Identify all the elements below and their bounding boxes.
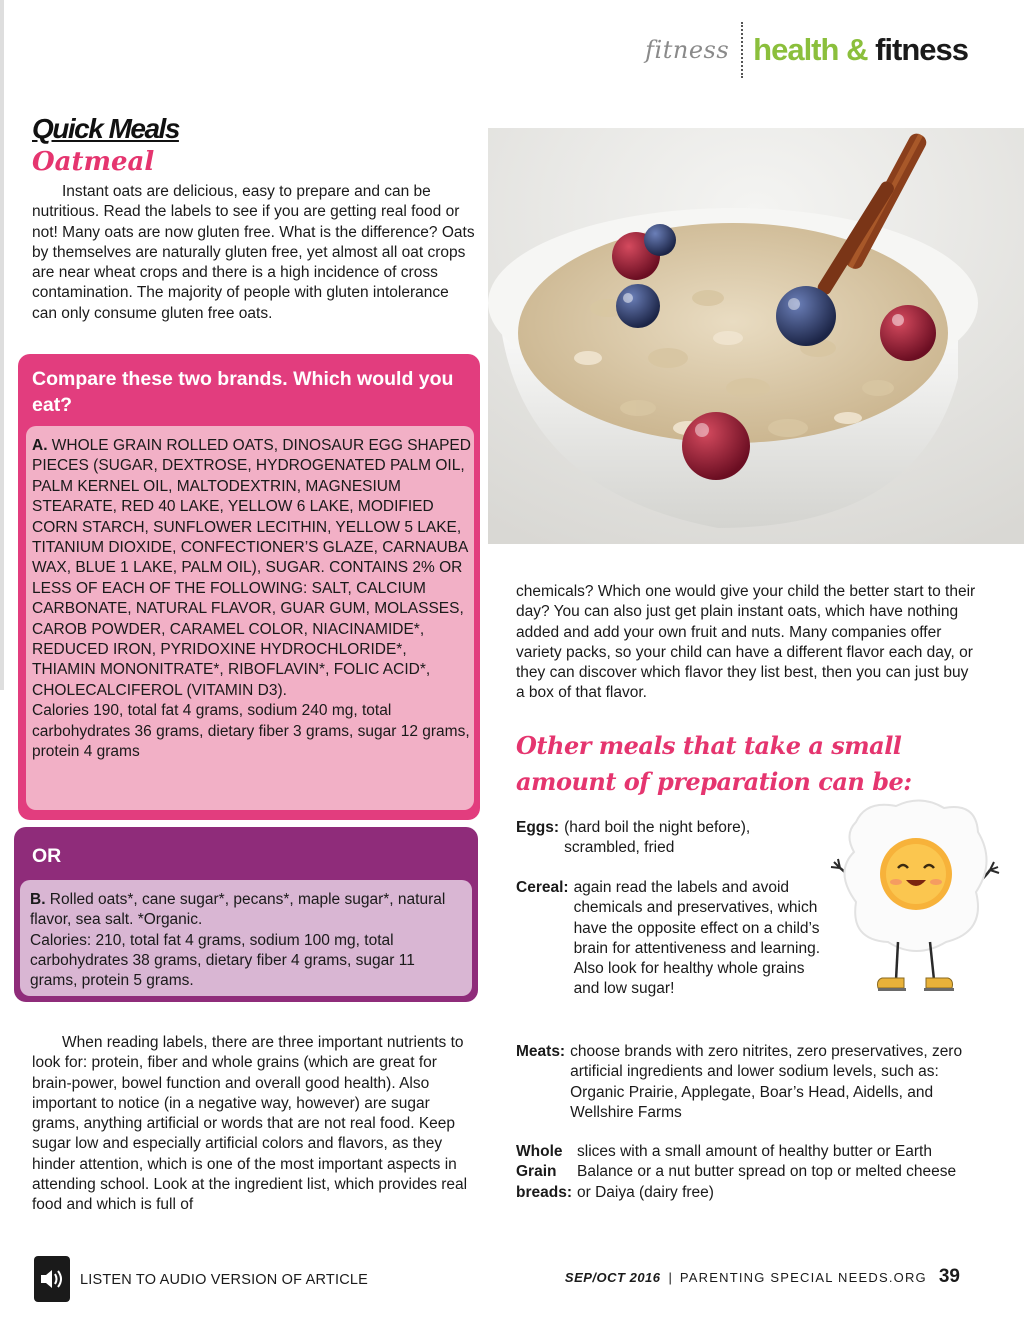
bread-entry bbox=[516, 1142, 966, 1203]
oatmeal-bowl-photo bbox=[488, 128, 1024, 544]
page-edge-shadow bbox=[0, 0, 4, 690]
intro-paragraph: Instant oats are delicious, easy to prepare and can be nutritious. Read the labels to see if you are getting real food or not! Many oats are now gluten free. What is the difference? Oats by themselves are naturally gluten free, yet almost all oat crops are near wheat crops and there is a high incidence of cross contamination. The majority of people with gluten intolerance can only consume gluten free oats. bbox=[32, 183, 475, 322]
meats-entry bbox=[516, 1042, 966, 1123]
oatmeal-illustration bbox=[488, 128, 1024, 544]
brand-a-ingredients bbox=[32, 436, 474, 701]
eggs-label: Eggs: bbox=[516, 819, 560, 836]
brand-a-label: A. bbox=[32, 437, 48, 454]
meats-label: Meats: bbox=[516, 1043, 566, 1060]
audio-link[interactable]: LISTEN TO AUDIO VERSION OF ARTICLE bbox=[80, 1272, 369, 1288]
header-title bbox=[753, 32, 968, 68]
eggs-entry bbox=[516, 818, 816, 859]
compare-box bbox=[18, 354, 480, 820]
oatmeal-subhead: Oatmeal bbox=[32, 147, 155, 177]
labels-paragraph: When reading labels, there are three important nutrients to look for: protein, fiber and whole grains (which are great for brain-power, bowel function and overall good health). Also important to notice (in a negative way, however) are sugar grams, anything artificial or words that are not real food. Keep sugar low and especially artificial colors and flavors, as they hinder attention, which is one of the most important aspects in attending school. Look at the ingredient list, which provides real food and which is full of bbox=[32, 1034, 468, 1214]
brand-b-panel bbox=[20, 880, 472, 996]
brand-b-calories: Calories: 210, total fat 4 grams, sodium 100 mg, total carbohydrates 38 grams, dietary fiber 4 grams, sugar 11 grams, protein 5 grams. bbox=[30, 931, 415, 990]
compare-title: Compare these two brands. Which would you eat? bbox=[32, 368, 454, 416]
audio-button[interactable] bbox=[34, 1256, 70, 1302]
header-script-word: fitness bbox=[645, 36, 730, 64]
brand-a-text: WHOLE GRAIN ROLLED OATS, DINOSAUR EGG SHAPED PIECES (SUGAR, DEXTROSE, HYDROGENATED PALM OIL, PALM KERNEL OIL, MALTODEXTRIN, MAGNESIUM STEARATE, RED 40 LAKE, YELLOW 6 LAKE, MODIFIED CORN STARCH, SUNFLOWER LECITHIN, YELLOW 5 LAKE, TITANIUM DIOXIDE, CONFECTIONER’S GLAZE, CARNAUBA WAX, BLUE 1 LAKE, PALM OIL), SUGAR. CONTAINS 2% OR LESS OF EACH OF THE FOLLOWING: SALT, CALCIUM CARBONATE, NATURAL FLAVOR, GUAR GUM, MOLASSES, CAROB POWDER, CARAMEL COLOR, NIACINAMIDE*, REDUCED IRON, PYRIDOXINE HYDROCHLORIDE*, THIAMIN MONONITRATE*, RIBOFLAVIN*, FOLIC ACID*, CHOLECALCIFEROL (VITAMIN D3). bbox=[32, 437, 471, 699]
section-title: Quick Meals bbox=[32, 113, 179, 144]
cereal-text: again read the labels and avoid chemicals and preservatives, which have the opposite effect on a child’s brain for attentiveness and learning. Also look for healthy whole grains and low sugar! bbox=[573, 879, 820, 998]
header-fitness: fitness bbox=[875, 32, 968, 67]
brand-a-panel bbox=[26, 426, 474, 810]
brand-b-label: B. bbox=[30, 891, 46, 908]
page-footer bbox=[565, 1266, 960, 1288]
page-number: 39 bbox=[938, 1266, 960, 1287]
eggs-text: (hard boil the night before), scrambled, fried bbox=[564, 819, 751, 857]
footer-separator: | bbox=[668, 1270, 672, 1285]
site-name: PARENTING SPECIAL NEEDS.ORG bbox=[679, 1270, 927, 1285]
section-header bbox=[645, 22, 968, 78]
meats-text: choose brands with zero nitrites, zero preservatives, zero artificial ingredients and lower sodium levels, such as: Organic Prairie, Applegate, Boar’s Head, Aidells, and Wellshire Farms bbox=[570, 1043, 963, 1121]
bread-text: slices with a small amount of healthy butter or Earth Balance or a nut butter spread on top or melted cheese or Daiya (dairy free) bbox=[577, 1143, 957, 1201]
or-box bbox=[14, 827, 478, 1002]
issue-date: SEP/OCT 2016 bbox=[564, 1270, 661, 1285]
header-divider bbox=[741, 22, 743, 78]
or-label: OR bbox=[32, 845, 62, 867]
speaker-icon bbox=[39, 1268, 65, 1290]
brand-b-ingredients bbox=[30, 890, 462, 931]
other-meals-heading: Other meals that take a small amount of preparation can be: bbox=[516, 731, 912, 796]
brand-a-calories: Calories 190, total fat 4 grams, sodium 240 mg, total carbohydrates 36 grams, dietary fiber 3 grams, sugar 12 grams, protein 4 grams bbox=[32, 702, 470, 761]
egg-cartoon-icon bbox=[826, 792, 1016, 1002]
cereal-label: Cereal: bbox=[516, 879, 569, 896]
bread-label: Whole Grain breads: bbox=[516, 1143, 572, 1201]
header-health: health bbox=[753, 32, 839, 67]
cereal-entry bbox=[516, 878, 826, 1000]
continuation-paragraph: chemicals? Which one would give your child the better start to their day? You can also just get plain instant oats, which have nothing added and add your own fruit and nuts. Many companies offer variety packs, so your child can have a different flavor each day, or they can discover which flavor they list best, then you can just buy a box of that flavor. bbox=[516, 583, 976, 702]
brand-b-text: Rolled oats*, cane sugar*, pecans*, maple sugar*, natural flavor, sea salt. *Organic. bbox=[30, 891, 446, 929]
header-amp: & bbox=[838, 32, 876, 67]
egg-cartoon bbox=[826, 792, 1016, 1002]
